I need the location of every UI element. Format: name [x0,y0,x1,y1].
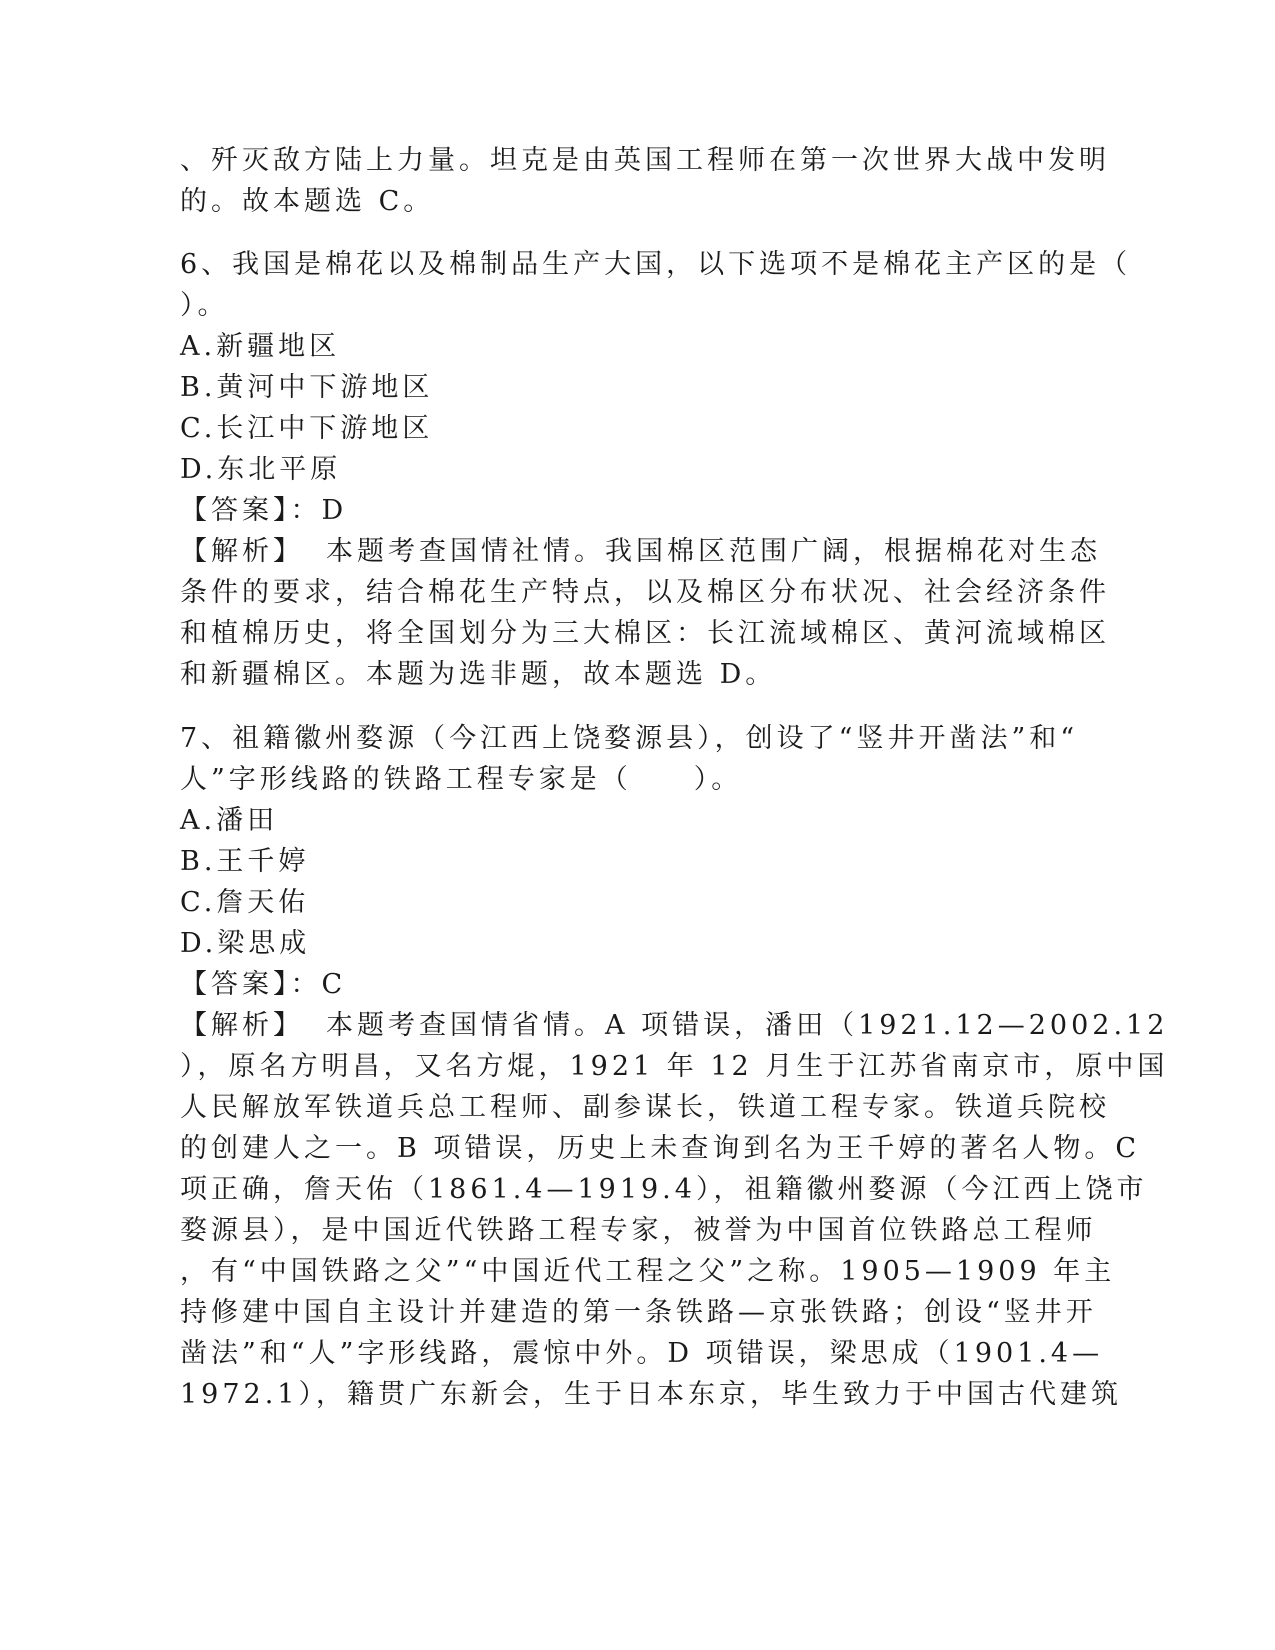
q7-stem-line-1: 7、祖籍徽州婺源（今江西上饶婺源县），创设了“竖井开凿法”和“ [180,723,1079,754]
q6-option-d: D.东北平原 [180,454,342,485]
q6-stem-line-1: 6、我国是棉花以及棉制品生产大国，以下选项不是棉花主产区的是（ [180,249,1132,280]
q7-option-d: D.梁思成 [180,928,311,959]
q6-analysis-tag: 【解析】 [180,536,304,567]
q7-analysis-line-5: 项正确，詹天佑（1861.4—1919.4），祖籍徽州婺源（今江西上饶市 [180,1174,1148,1205]
q7-analysis-line-9: 凿法”和“人”字形线路，震惊中外。D 项错误，梁思成（1901.4— [180,1338,1104,1369]
q6-analysis-line-3: 和植棉历史，将全国划分为三大棉区：长江流域棉区、黄河流域棉区 [180,618,1110,649]
q7-answer: 【答案】：C [180,969,347,1000]
q6-answer: 【答案】：D [180,495,348,526]
q6-option-b: B.黄河中下游地区 [180,372,434,403]
q7-analysis-line-6: 婺源县），是中国近代铁路工程专家，被誉为中国首位铁路总工程师 [180,1215,1097,1246]
q6-analysis-text-1: 本题考查国情社情。我国棉区范围广阔，根据棉花对生态 [326,536,1101,567]
q7-option-c: C.詹天佑 [180,887,310,918]
q7-analysis-line-4: 的创建人之一。B 项错误，历史上未查询到名为王千婷的著名人物。C [180,1133,1141,1164]
prev-analysis-line-1: 、歼灭敌方陆上力量。坦克是由英国工程师在第一次世界大战中发明 [180,145,1110,176]
q7-analysis-line-10: 1972.1），籍贯广东新会，生于日本东京，毕生致力于中国古代建筑 [180,1379,1122,1410]
q7-analysis-line-8: 持修建中国自主设计并建造的第一条铁路—京张铁路；创设“竖井开 [180,1297,1097,1328]
q7-option-a: A.潘田 [180,805,279,836]
q7-stem-line-2: 人”字形线路的铁路工程专家是（ ）。 [180,764,743,795]
q6-option-a: A.新疆地区 [180,331,341,362]
q6-analysis-line-2: 条件的要求，结合棉花生产特点，以及棉区分布状况、社会经济条件 [180,577,1110,608]
q6-stem-line-2: ）。 [180,290,229,321]
q6-analysis-line-1 [180,535,1101,569]
q7-analysis-line-7: ，有“中国铁路之父”“中国近代工程之父”之称。1905—1909 年主 [180,1256,1116,1287]
q7-analysis-line-2: ），原名方明昌，又名方焜，1921 年 12 月生于江苏省南京市，原中国 [180,1051,1169,1082]
q6-option-c: C.长江中下游地区 [180,413,434,444]
prev-analysis-line-2: 的。故本题选 C。 [180,186,435,217]
q7-option-b: B.王千婷 [180,846,310,877]
q7-analysis-tag: 【解析】 [180,1010,304,1041]
q6-analysis-line-4: 和新疆棉区。本题为选非题，故本题选 D。 [180,659,777,690]
q7-analysis-line-1 [180,1009,1168,1043]
q7-analysis-text-1: 本题考查国情省情。A 项错误，潘田（1921.12—2002.12 [326,1010,1169,1041]
q7-analysis-line-3: 人民解放军铁道兵总工程师、副参谋长，铁道工程专家。铁道兵院校 [180,1092,1110,1123]
